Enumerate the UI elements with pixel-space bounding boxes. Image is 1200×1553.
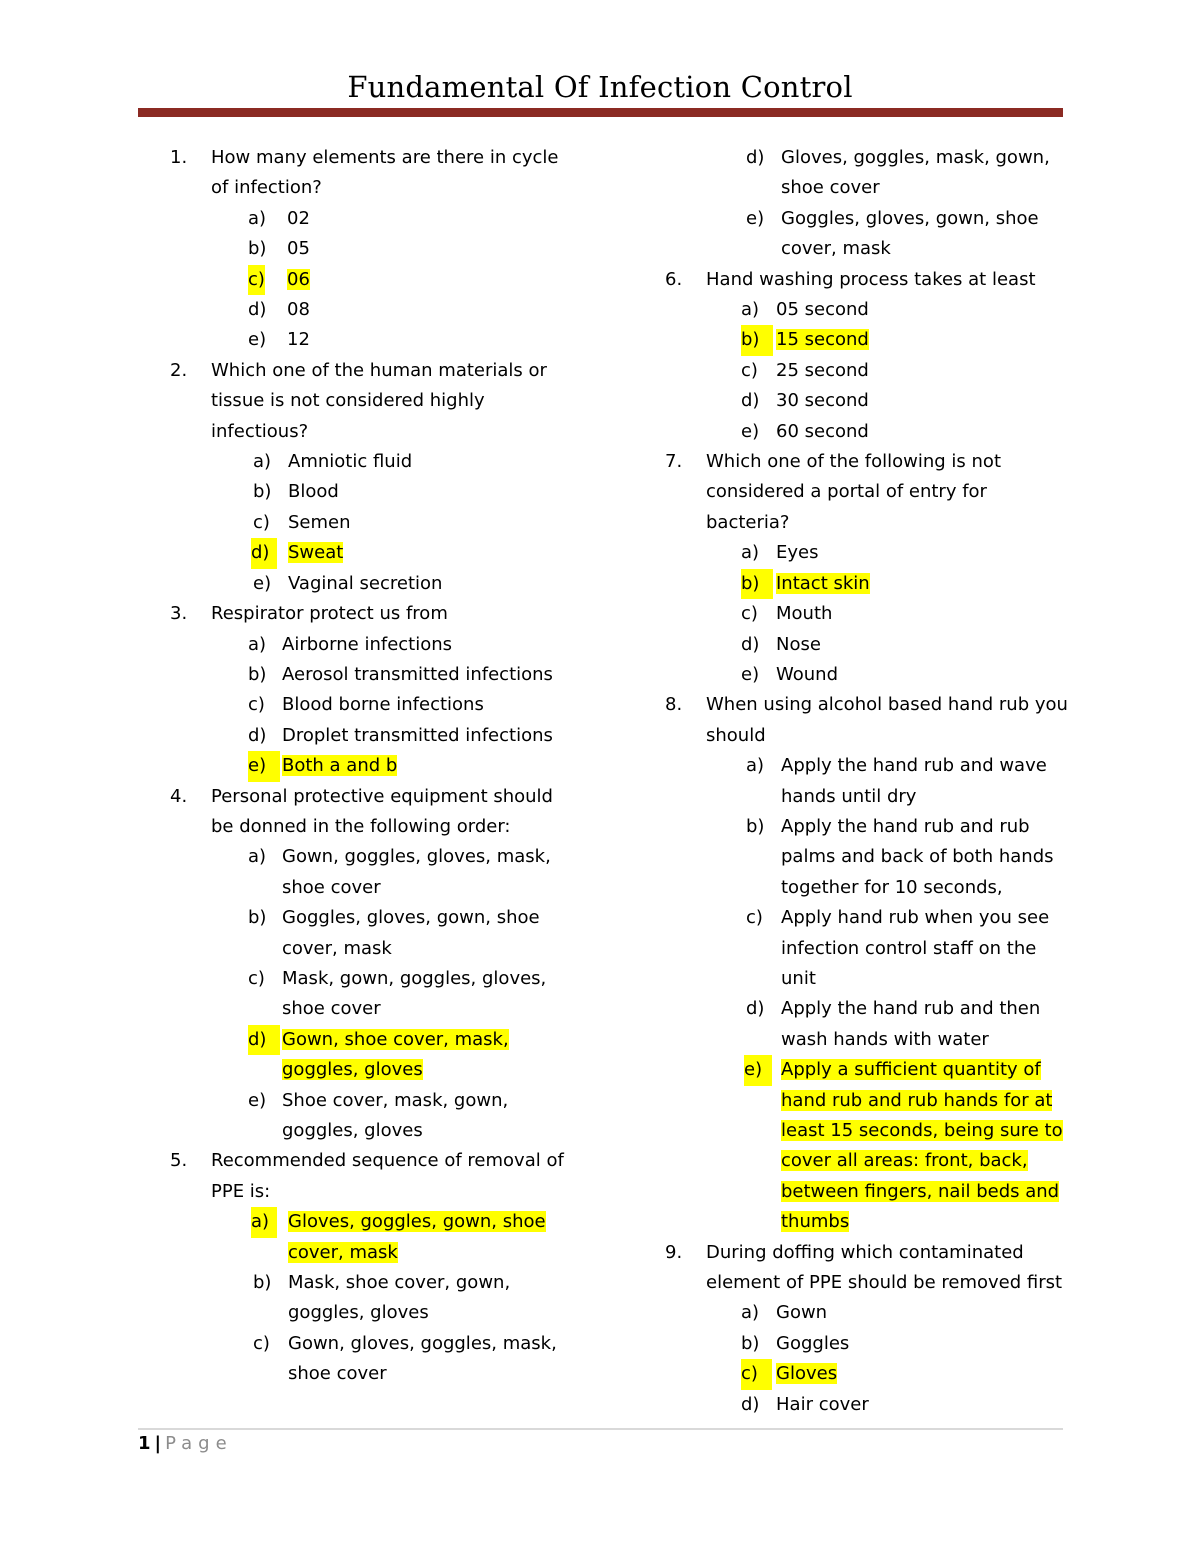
option-text: Mask, gown, goggles, gloves,: [282, 967, 547, 989]
option: [665, 630, 1065, 660]
option-text: Gloves, goggles, gown, shoe: [288, 1211, 546, 1233]
option-letter: c): [746, 907, 763, 929]
option-letter: a): [248, 846, 267, 868]
option-text: shoe cover: [282, 876, 381, 898]
option-correct: [170, 265, 570, 295]
question-7: [665, 447, 1065, 477]
option-letter: e): [741, 420, 760, 442]
option: [170, 842, 570, 872]
option-letter: a): [741, 299, 760, 321]
option-letter: a): [251, 1207, 277, 1237]
option-letter: b): [746, 815, 765, 837]
question-2: [170, 356, 570, 386]
question-number: 2.: [170, 359, 188, 381]
option-text: Wound: [776, 663, 838, 685]
question-text: Hand washing process takes at least: [706, 268, 1036, 290]
option-letter: e): [744, 1055, 772, 1085]
option-letter: e): [741, 663, 760, 685]
page-footer: [138, 1433, 233, 1454]
option-text: Amniotic fluid: [288, 451, 413, 473]
option: [665, 386, 1065, 416]
option-text: Apply the hand rub and rub: [781, 815, 1030, 837]
option-text: cover, mask: [282, 937, 392, 959]
question-text: How many elements are there in cycle: [211, 147, 559, 168]
option-text: Apply the hand rub and wave: [781, 755, 1047, 777]
option-text: Apply the hand rub and then: [781, 998, 1041, 1020]
question-6: [665, 265, 1065, 295]
option-letter: e): [253, 572, 272, 594]
question-text: When using alcohol based hand rub you: [706, 694, 1068, 716]
option-letter: c): [248, 967, 265, 989]
option-letter: a): [248, 207, 267, 229]
question-text: considered a portal of entry for: [706, 481, 987, 503]
option-letter: d): [251, 538, 277, 568]
option-text: shoe cover: [781, 177, 880, 199]
option-text: 25 second: [776, 359, 869, 381]
option-letter: d): [746, 147, 765, 168]
page-label: Page: [165, 1433, 233, 1454]
option-text: hand rub and rub hands for at: [781, 1089, 1053, 1111]
option-text: infection control staff on the: [781, 937, 1037, 959]
question-text: of infection?: [211, 177, 322, 199]
option-text: Airborne infections: [282, 633, 453, 655]
option-text: Gown, goggles, gloves, mask,: [282, 846, 551, 868]
option-text: 30 second: [776, 390, 869, 412]
option: [665, 599, 1065, 629]
option-text: Eyes: [776, 542, 819, 564]
question-text: tissue is not considered highly: [211, 390, 485, 412]
question-number: 1.: [170, 147, 188, 168]
option-text: least 15 seconds, being sure to: [781, 1120, 1063, 1141]
option-letter: c): [741, 603, 758, 625]
option-letter: c): [253, 511, 270, 533]
option: [170, 721, 570, 751]
option-letter: d): [741, 390, 760, 412]
question-number: 8.: [665, 694, 683, 716]
option-text: Shoe cover, mask, gown,: [282, 1089, 509, 1111]
question-text: Recommended sequence of removal of: [211, 1150, 564, 1172]
option-text: Vaginal secretion: [288, 572, 443, 594]
question-text: bacteria?: [706, 511, 790, 533]
option: [665, 751, 1065, 781]
option: [665, 1390, 1065, 1420]
option: [665, 356, 1065, 386]
question-text: should: [706, 724, 766, 746]
question-number: 7.: [665, 451, 683, 473]
question-text: be donned in the following order:: [211, 815, 511, 837]
option-correct: [170, 538, 570, 568]
option: [170, 295, 570, 325]
option-letter: c): [741, 359, 758, 381]
option: [665, 538, 1065, 568]
option-text: Aerosol transmitted infections: [282, 663, 553, 685]
option-letter: a): [746, 755, 765, 777]
option-text: thumbs: [781, 1211, 850, 1233]
option-letter: d): [248, 299, 267, 321]
option-letter: a): [248, 633, 267, 655]
option-text: Goggles, gloves, gown, shoe: [282, 907, 540, 929]
question-text: Which one of the human materials or: [211, 359, 547, 381]
option-text: Goggles, gloves, gown, shoe: [781, 207, 1039, 229]
option-text: Sweat: [288, 542, 344, 564]
option: [170, 234, 570, 264]
footer-rule: [138, 1428, 1063, 1430]
option: [665, 903, 1065, 933]
option: [170, 690, 570, 720]
option: [170, 204, 570, 234]
question-5: [170, 1146, 570, 1176]
option-text: Blood borne infections: [282, 694, 484, 716]
option-text: Apply hand rub when you see: [781, 907, 1050, 929]
option-correct: [665, 1359, 1065, 1389]
option-text: Gloves: [776, 1363, 838, 1385]
option: [665, 660, 1065, 690]
option-text: Mask, shoe cover, gown,: [288, 1272, 511, 1294]
option-text: goggles, gloves: [282, 1120, 423, 1141]
question-3: [170, 599, 570, 629]
option-text: 06: [287, 268, 310, 290]
option-text: wash hands with water: [781, 1028, 989, 1050]
question-number: 9.: [665, 1241, 683, 1263]
option: [665, 994, 1065, 1024]
option-text: shoe cover: [282, 998, 381, 1020]
option-letter: b): [248, 907, 267, 929]
option-letter: e): [248, 751, 280, 781]
option-text: Mouth: [776, 603, 833, 625]
option: [170, 1086, 570, 1116]
option-text: Droplet transmitted infections: [282, 724, 553, 746]
option-letter: b): [741, 1332, 760, 1354]
option-letter: a): [741, 542, 760, 564]
option-text: Apply a sufficient quantity of: [781, 1059, 1041, 1081]
question-text: During doffing which contaminated: [706, 1241, 1024, 1263]
option: [665, 204, 1065, 234]
option-text: 05: [287, 238, 310, 260]
option-letter: c): [248, 265, 265, 295]
option-letter: d): [746, 998, 765, 1020]
option: [665, 143, 1065, 173]
question-number: 6.: [665, 268, 683, 290]
option-text: cover all areas: front, back,: [781, 1150, 1028, 1172]
question-number: 5.: [170, 1150, 188, 1172]
option-text: cover, mask: [781, 238, 891, 260]
option-correct: [170, 1207, 570, 1237]
option: [170, 447, 570, 477]
option-correct: [170, 751, 570, 781]
right-column: [665, 143, 1068, 1420]
option-text: between fingers, nail beds and: [781, 1180, 1060, 1202]
question-text: Which one of the following is not: [706, 451, 1002, 473]
option: [170, 1268, 570, 1298]
option-text: 60 second: [776, 420, 869, 442]
option: [170, 508, 570, 538]
option-letter: b): [741, 569, 773, 599]
title-rule: [138, 108, 1063, 117]
option: [170, 569, 570, 599]
option-text: Blood: [288, 481, 339, 503]
option: [665, 812, 1065, 842]
option: [170, 630, 570, 660]
option: [170, 325, 570, 355]
option-text: hands until dry: [781, 785, 917, 807]
option-letter: d): [741, 1393, 760, 1415]
option-text: 05 second: [776, 299, 869, 321]
option-letter: d): [741, 633, 760, 655]
question-8: [665, 690, 1068, 720]
option-letter: b): [248, 663, 267, 685]
option-text: palms and back of both hands: [781, 846, 1054, 868]
option-text: Gown: [776, 1302, 828, 1324]
option-letter: a): [741, 1302, 760, 1324]
option-text: Gloves, goggles, mask, gown,: [781, 147, 1050, 168]
option-text: Gown, gloves, goggles, mask,: [288, 1332, 557, 1354]
option-correct: [665, 325, 1065, 355]
option-text: 15 second: [776, 329, 869, 351]
option-correct: [170, 1025, 570, 1055]
option: [170, 964, 570, 994]
option-letter: e): [746, 207, 765, 229]
left-column: [170, 143, 570, 1390]
option-text: 08: [287, 299, 310, 321]
question-4: [170, 782, 570, 812]
option: [170, 660, 570, 690]
option: [665, 1329, 1065, 1359]
option-letter: b): [248, 238, 267, 260]
option-letter: e): [248, 1089, 267, 1111]
option-correct: [665, 569, 1065, 599]
question-9: [665, 1238, 1065, 1268]
question-text: infectious?: [211, 420, 309, 442]
option-text: Goggles: [776, 1332, 850, 1354]
page-number: 1: [138, 1433, 151, 1454]
option: [170, 1329, 570, 1359]
option-letter: b): [253, 1272, 272, 1294]
page-title: Fundamental Of Infection Control: [347, 70, 853, 104]
option: [170, 903, 570, 933]
option-text: 02: [287, 207, 310, 229]
question-text: PPE is:: [211, 1180, 271, 1202]
question-text: element of PPE should be removed first: [706, 1272, 1063, 1294]
option-letter: b): [741, 325, 773, 355]
question-1: [170, 143, 570, 173]
option-text: Hair cover: [776, 1393, 869, 1415]
option-text: Gown, shoe cover, mask,: [282, 1028, 509, 1050]
option-text: unit: [781, 967, 816, 989]
option-letter: c): [741, 1359, 772, 1389]
option-letter: d): [248, 1025, 280, 1055]
option-text: cover, mask: [288, 1241, 398, 1263]
question-number: 3.: [170, 603, 188, 625]
option-text: shoe cover: [288, 1363, 387, 1385]
option-text: Nose: [776, 633, 821, 655]
option: [665, 295, 1065, 325]
option: [665, 417, 1065, 447]
option-letter: d): [248, 724, 267, 746]
option-text: Both a and b: [282, 755, 398, 777]
option-text: Semen: [288, 511, 351, 533]
option-text: together for 10 seconds,: [781, 876, 1003, 898]
question-text: Respirator protect us from: [211, 603, 448, 625]
option-letter: c): [248, 694, 265, 716]
question-number: 4.: [170, 785, 188, 807]
option-correct: [665, 1055, 1065, 1085]
option-letter: a): [253, 451, 272, 473]
option-letter: c): [253, 1332, 270, 1354]
option-text: Intact skin: [776, 572, 870, 594]
option-text: goggles, gloves: [288, 1302, 429, 1324]
option-text: 12: [287, 329, 310, 351]
option: [665, 1298, 1065, 1328]
question-text: Personal protective equipment should: [211, 785, 553, 807]
option-letter: b): [253, 481, 272, 503]
option-text: goggles, gloves: [282, 1059, 423, 1081]
option: [170, 477, 570, 507]
option-letter: e): [248, 329, 267, 351]
footer-separator: |: [154, 1433, 162, 1454]
